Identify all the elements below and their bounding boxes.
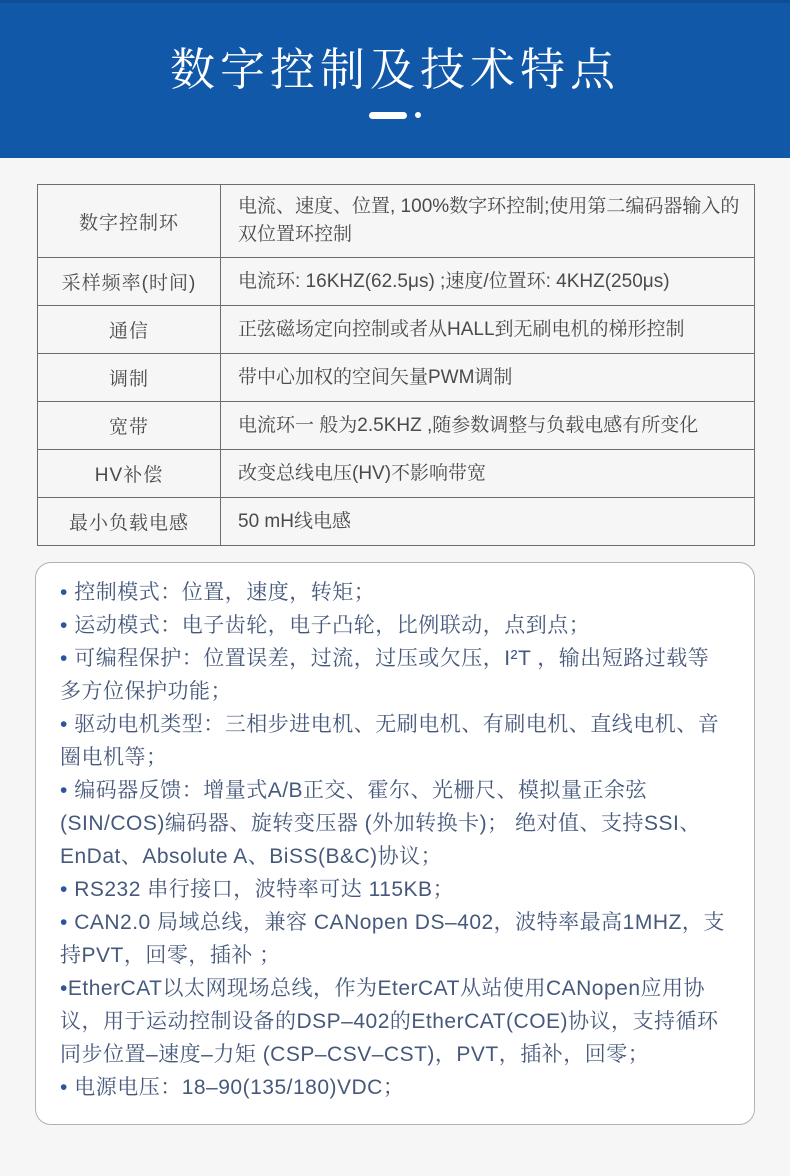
page-title: 数字控制及技术特点: [169, 44, 620, 96]
feature-text: 编码器反馈：增量式A/B正交、霍尔、光栅尺、模拟量正余弦(SIN/COS)编码器、旋转变压器 (外加转换卡)； 绝对值、支持SSI、EnDat、Absolute A、BiSS(B&C)协议；: [60, 779, 701, 868]
spec-row: [38, 305, 754, 353]
spec-value: 50 mH线电感: [238, 510, 351, 532]
spec-label: 数字控制环: [38, 185, 221, 257]
title-underline-dot: [415, 112, 421, 118]
spec-row: [38, 497, 754, 545]
bullet-marker: •: [60, 779, 68, 802]
spec-label: 采样频率(时间): [38, 258, 221, 305]
feature-text: RS232 串行接口，波特率可达 115KB；: [67, 878, 455, 901]
spec-label: 最小负载电感: [38, 498, 221, 545]
title-underline-dash: [369, 112, 407, 119]
feature-item: [60, 774, 730, 873]
feature-item: [60, 642, 730, 708]
header-banner: [0, 0, 790, 158]
bullet-marker: •: [60, 713, 68, 736]
spec-table: [37, 184, 755, 546]
spec-value: 带中心加权的空间矢量PWM调制: [238, 366, 513, 388]
spec-row: [38, 185, 754, 257]
bullet-marker: •: [60, 1076, 68, 1099]
feature-item: [60, 906, 730, 972]
feature-item: [60, 708, 730, 774]
feature-text: 运动模式：电子齿轮，电子凸轮，比例联动，点到点；: [67, 614, 591, 637]
bullet-marker: •: [60, 614, 68, 637]
bullet-marker: •: [60, 581, 68, 604]
spec-value: 电流、速度、位置, 100%数字环控制;使用第二编码器输入的双位置环控制: [238, 196, 740, 245]
feature-item: [60, 1071, 730, 1104]
feature-item: [60, 576, 730, 609]
spec-label: 调制: [38, 354, 221, 401]
spec-value: 正弦磁场定向控制或者从HALL到无刷电机的梯形控制: [238, 318, 685, 340]
feature-item: [60, 873, 730, 906]
feature-text: EtherCAT以太网现场总线，作为EterCAT从站使用CANopen应用协议，用于运动控制设备的DSP–402的EtherCAT(COE)协议，支持循环同步位置–速度–力矩 (CSP–CSV–CST)，PVT，插补，回零；: [60, 977, 719, 1066]
feature-text: 电源电压：18–90(135/180)VDC；: [67, 1076, 405, 1099]
feature-text: CAN2.0 局域总线，兼容 CANopen DS–402，波特率最高1MHZ，支持PVT，回零，插补 ；: [60, 911, 725, 967]
spec-label: 通信: [38, 306, 221, 353]
spec-row: [38, 353, 754, 401]
spec-row: [38, 449, 754, 497]
title-underline: [369, 112, 421, 119]
feature-item: [60, 972, 730, 1071]
bullet-marker: •: [60, 878, 68, 901]
bullet-marker: •: [60, 647, 68, 670]
spec-value: 电流环: 16KHZ(62.5μs) ;速度/位置环: 4KHZ(250μs): [238, 270, 670, 292]
features-box: [35, 562, 755, 1125]
bullet-marker: •: [60, 911, 68, 934]
spec-row: [38, 257, 754, 305]
spec-label: 宽带: [38, 402, 221, 449]
spec-row: [38, 401, 754, 449]
feature-text: 可编程保护：位置误差，过流，过压或欠压，I²T ，输出短路过载等多方位保护功能；: [60, 647, 710, 703]
spec-value: 改变总线电压(HV)不影响带宽: [238, 462, 487, 484]
spec-value: 电流环一 般为2.5KHZ ,随参数调整与负载电感有所变化: [238, 414, 699, 436]
feature-item: [60, 609, 730, 642]
spec-label: HV补偿: [38, 450, 221, 497]
bullet-marker: •: [60, 977, 68, 1000]
feature-text: 控制模式：位置，速度，转矩；: [67, 581, 376, 604]
feature-text: 驱动电机类型：三相步进电机、无刷电机、有刷电机、直线电机、音圈电机等；: [60, 713, 720, 769]
